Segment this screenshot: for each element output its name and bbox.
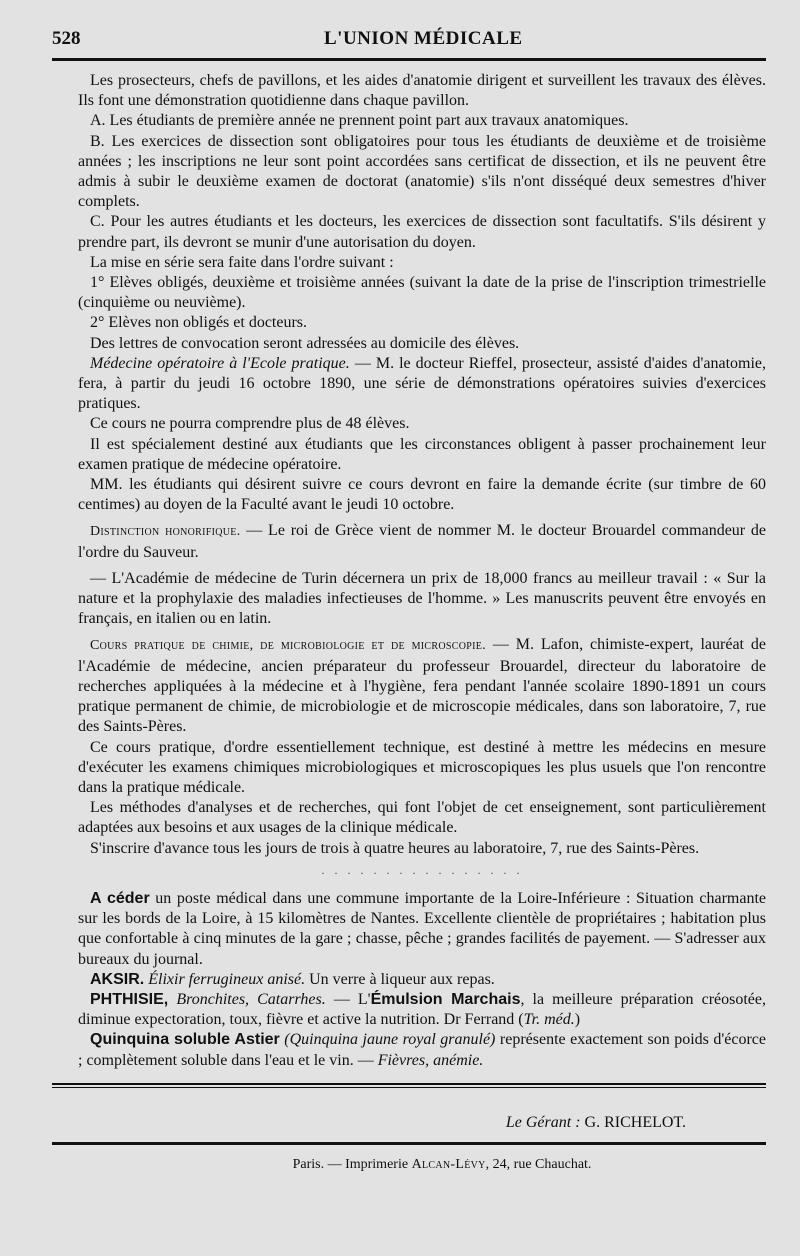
paragraph-text: — Le roi de Grèce vient de nommer M. le docteur Brouardel commandeur de l'ordre du Sauveur. (78, 522, 766, 561)
paragraph (78, 521, 766, 562)
citation: Tr. méd. (523, 1011, 575, 1029)
ad-text: un poste médical dans une commune importante de la Loire-Inférieure : Situation charmante sur les bords de la Loire, à 15 kilomètres de Nantes. Excellente clientèle de propriétaires ; habitation plus que confortable à cinq minutes de la gare ; chasse, pêche ; grandes facilités de payement. — S'adresser aux bureaux du journal. (78, 889, 766, 968)
paragraph: 1° Elèves obligés, deuxième et troisième années (suivant la date de la prise de l'inscription trimestrielle (cinquième ou neuvième). (78, 274, 766, 312)
paragraph: Les prosecteurs, chefs de pavillons, et les aides d'anatomie dirigent et surveillent les travaux des élèves. Ils font une démonstration quotidienne dans chaque pavillon. (78, 72, 766, 110)
ad-subtitle: Bronchites, Catarrhes. (168, 990, 326, 1008)
ad-subtitle: Élixir ferrugineux anisé. (144, 970, 306, 988)
page-header (52, 22, 766, 52)
paragraph: Ce cours pratique, d'ordre essentiellement technique, est destiné à mettre les médecins en mesure d'exécuter les examens chimiques microbiologiques et microscopiques les plus usuels que l'on rencontre dans la pratique médicale. (78, 738, 766, 796)
advertisement (78, 889, 766, 970)
article-body (78, 71, 766, 1071)
paragraph: MM. les étudiants qui désirent suivre ce cours devront en faire la demande écrite (sur timbre de 60 centimes) au doyen de la Faculté avant le jeudi 10 octobre. (78, 476, 766, 514)
separator-dots: · · · · · · · · · · · · · · · · (321, 865, 523, 880)
paragraph: C. Pour les autres étudiants et les docteurs, les exercices de dissection sont facultatifs. S'ils désirent y prendre part, ils devront se munir d'une autorisation du doyen. (78, 213, 766, 251)
paragraph: — L'Académie de médecine de Turin décernera un prix de 18,000 francs au meilleur travail : « Sur la nature et la prophylaxie des maladies infectieuses de l'homme. » Les manuscrits peuvent être envoyés en français, en italien ou en latin. (78, 569, 766, 628)
paragraph-text: — M. le docteur Rieffel, prosecteur, assisté d'aides d'anatomie, fera, à partir du jeudi 16 octobre 1890, une série de démonstrations opératoires suivies d'exercices pratiques. (78, 354, 767, 413)
paragraph-text: — M. Lafon, chimiste-expert, lauréat de l'Académie de médecine, ancien préparateur du professeur Brouardel, directeur du laboratoire de recherches appliquées à la médecine et à l'hygiène, fera pendant l'année scolaire 1890-1891 un cours pratique permanent de chimie, de microbiologie et de microscopie médicales, dans son laboratoire, 7, rue des Saints-Pères. (78, 636, 767, 736)
ad-title: AKSIR. (90, 970, 145, 988)
ad-title: PHTHISIE, (90, 990, 169, 1008)
printer-text: Paris. — Imprimerie (292, 1156, 412, 1172)
section-heading: Médecine opératoire à l'Ecole pratique. (90, 354, 350, 372)
paragraph: Il est spécialement destiné aux étudiants que les circonstances obligent à passer prochainement leur examen pratique de médecine opératoire. (78, 435, 766, 473)
product-name: Émulsion Marchais (370, 990, 521, 1008)
ad-text: — L' (325, 990, 371, 1008)
advertisement (78, 1030, 766, 1070)
ad-text: Un verre à liqueur aux repas. (305, 970, 495, 988)
ad-text: , la meilleure préparation créosotée, diminue expectoration, toux, fièvre et active la nutrition. Dr Ferrand ( (78, 990, 767, 1029)
gerant-name: G. RICHELOT. (580, 1113, 686, 1131)
printer-name: Alcan-Lévy (411, 1156, 486, 1172)
paragraph: B. Les exercices de dissection sont obligatoires pour tous les étudiants de deuxième et de troisième années ; les inscriptions ne leur sont point accordées sans certificat de dissection, et ils ne peuvent être admis à subir le deuxième examen de doctorat (anatomie) s'ils n'ont disséqué deux semestres d'hiver complets. (78, 132, 766, 211)
gerant-signature (78, 1114, 766, 1132)
paragraph: 2° Elèves non obligés et docteurs. (90, 314, 308, 332)
paragraph: A. Les étudiants de première année ne prennent point part aux travaux anatomiques. (90, 112, 629, 130)
header-rule (52, 58, 766, 61)
paragraph: Des lettres de convocation seront adressées au domicile des élèves. (90, 334, 520, 352)
ad-text: ) (574, 1011, 581, 1029)
ad-text: représente exactement son poids d'écorce ; complètement soluble dans l'eau et le vin. — (78, 1031, 766, 1069)
paragraph: Ce cours ne pourra comprendre plus de 48 élèves. (90, 415, 410, 433)
ad-subtitle: (Quinquina jaune royal granulé) (279, 1031, 496, 1049)
footer-rule (52, 1083, 766, 1088)
ad-tagline: Fièvres, anémie. (377, 1051, 484, 1069)
gerant-label: Le Gérant : (505, 1113, 581, 1131)
printer-imprint (78, 1157, 766, 1173)
ad-title: A céder (90, 889, 150, 907)
advertisement (78, 970, 766, 990)
paragraph (78, 354, 766, 415)
ad-title: Quinquina soluble Astier (90, 1031, 280, 1049)
paragraph: Les méthodes d'analyses et de recherches, qui font l'objet de cet enseignement, sont particulièrement adaptées aux besoins et aux usages de la clinique médicale. (78, 799, 766, 837)
paragraph (78, 635, 766, 737)
printer-address: , 24, rue Chauchat. (485, 1156, 592, 1172)
paragraph: La mise en série sera faite dans l'ordre suivant : (90, 253, 394, 271)
advertisement (78, 990, 766, 1030)
section-heading: Distinction honorifique. (90, 524, 241, 540)
section-heading: Cours pratique de chimie, de microbiologie et de microscopie. (90, 638, 486, 654)
paragraph: S'inscrire d'avance tous les jours de trois à quatre heures au laboratoire, 7, rue des Saints-Pères. (90, 839, 700, 857)
journal-title: L'UNION MÉDICALE (324, 28, 523, 49)
bottom-rule (52, 1142, 766, 1145)
page-number: 528 (52, 28, 81, 49)
